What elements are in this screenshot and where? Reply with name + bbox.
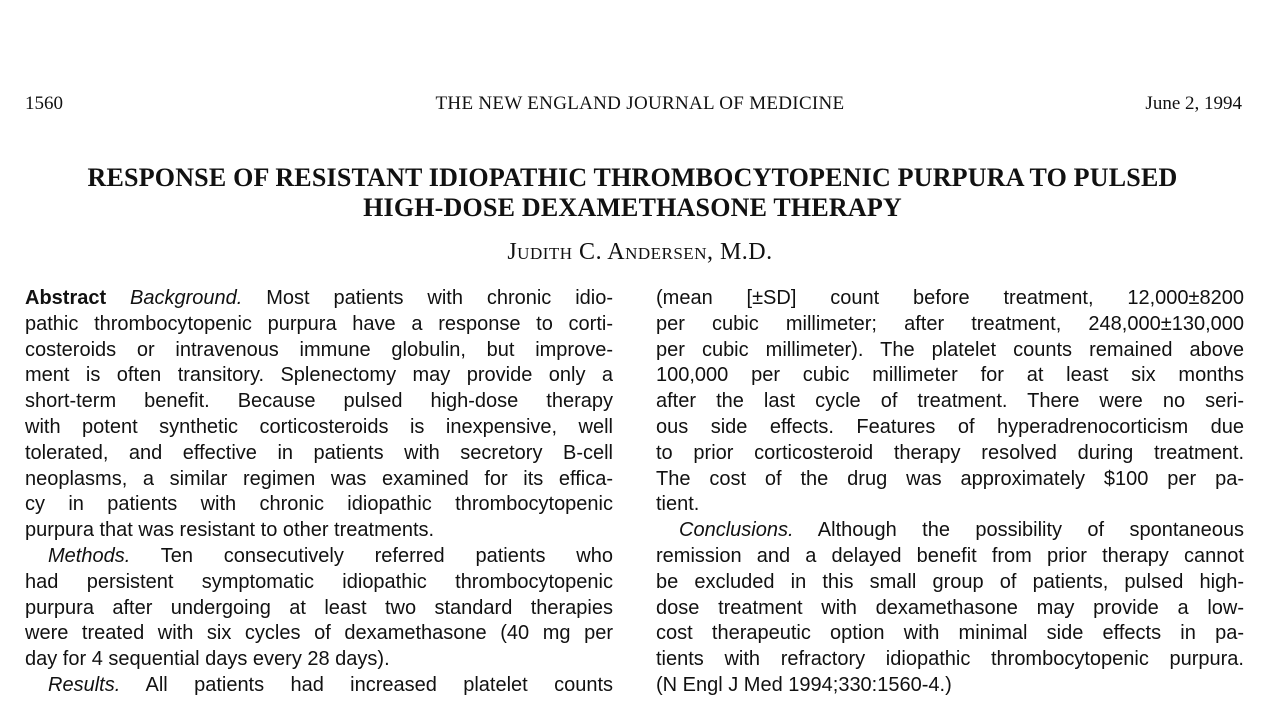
abstract-text: Most patients with chronic idio-: [266, 287, 613, 309]
abstract-line: tient.: [656, 493, 700, 516]
abstract-line: pathic thrombocytopenic purpura have a response to corti-: [25, 312, 613, 335]
abstract-line: dose treatment with dexamethasone may provide a low-: [656, 596, 1244, 619]
abstract-line: short-term benefit. Because pulsed high-dose therapy: [25, 390, 613, 413]
abstract-line: (mean [±SD] count before treatment, 12,000±8200: [656, 287, 1244, 309]
abstract-line: ment is often transitory. Splenectomy may provide only a: [25, 364, 613, 387]
abstract-heading: Abstract: [25, 287, 107, 309]
author-byline: Judith C. Andersen, M.D.: [507, 239, 773, 265]
issue-date: June 2, 1994: [1145, 93, 1242, 114]
abstract-line: day for 4 sequential days every 28 days).: [25, 648, 390, 671]
journal-name: THE NEW ENGLAND JOURNAL OF MEDICINE: [435, 93, 845, 114]
abstract-line: 100,000 per cubic millimeter for at least six months: [656, 364, 1244, 387]
abstract-line: costeroids or intravenous immune globulin, but improve-: [25, 338, 613, 361]
abstract-line: ous side effects. Features of hyperadrenocorticism due: [656, 415, 1244, 438]
citation: (N Engl J Med 1994;330:1560-4.): [656, 673, 952, 696]
abstract-line: neoplasms, a similar regimen was examined for its effica-: [25, 467, 613, 490]
section-label-methods: Methods.: [48, 544, 131, 567]
abstract-line: after the last cycle of treatment. There were no seri-: [656, 390, 1244, 413]
abstract-right-column: [656, 286, 1244, 699]
abstract-line: [656, 518, 1244, 544]
abstract-line: [25, 286, 613, 312]
abstract-line: per cubic millimeter; after treatment, 248,000±130,000: [656, 312, 1244, 335]
title-line: HIGH-DOSE DEXAMETHASONE THERAPY: [363, 193, 902, 222]
abstract-line: remission and a delayed benefit from prior therapy cannot: [656, 544, 1244, 567]
abstract-line: to prior corticosteroid therapy resolved during treatment.: [656, 441, 1244, 464]
abstract-line: purpura that was resistant to other treatments.: [25, 519, 435, 542]
abstract-line: had persistent symptomatic idiopathic thrombocytopenic: [25, 570, 613, 593]
abstract-line: with potent synthetic corticosteroids is inexpensive, well: [25, 415, 613, 438]
abstract-line: cy in patients with chronic idiopathic thrombocytopenic: [25, 493, 613, 516]
section-label-conclusions: Conclusions.: [679, 519, 794, 542]
page-number: 1560: [25, 93, 63, 114]
section-label-background: Background.: [130, 287, 243, 309]
title-line: RESPONSE OF RESISTANT IDIOPATHIC THROMBOCYTOPENIC PURPURA TO PULSED: [87, 163, 1178, 192]
abstract-line: be excluded in this small group of patients, pulsed high-: [656, 570, 1244, 593]
abstract-line: [25, 544, 613, 570]
abstract-text: All patients had increased platelet counts: [145, 673, 613, 696]
abstract-line: The cost of the drug was approximately $100 per pa-: [656, 467, 1244, 490]
abstract-text: Ten consecutively referred patients who: [160, 544, 613, 567]
abstract-line: [25, 673, 613, 699]
abstract-line: per cubic millimeter). The platelet counts remained above: [656, 338, 1244, 361]
abstract-line: tolerated, and effective in patients with secretory B-cell: [25, 441, 613, 464]
abstract-line: were treated with six cycles of dexamethasone (40 mg per: [25, 622, 613, 645]
abstract-text: Although the possibility of spontaneous: [817, 519, 1245, 542]
section-label-results: Results.: [48, 673, 121, 696]
abstract-line: purpura after undergoing at least two standard therapies: [25, 596, 613, 619]
abstract-line: cost therapeutic option with minimal side effects in pa-: [656, 622, 1244, 645]
abstract-line: tients with refractory idiopathic thrombocytopenic purpura.: [656, 648, 1244, 671]
abstract-left-column: [25, 286, 613, 699]
article-title: [0, 163, 1265, 223]
